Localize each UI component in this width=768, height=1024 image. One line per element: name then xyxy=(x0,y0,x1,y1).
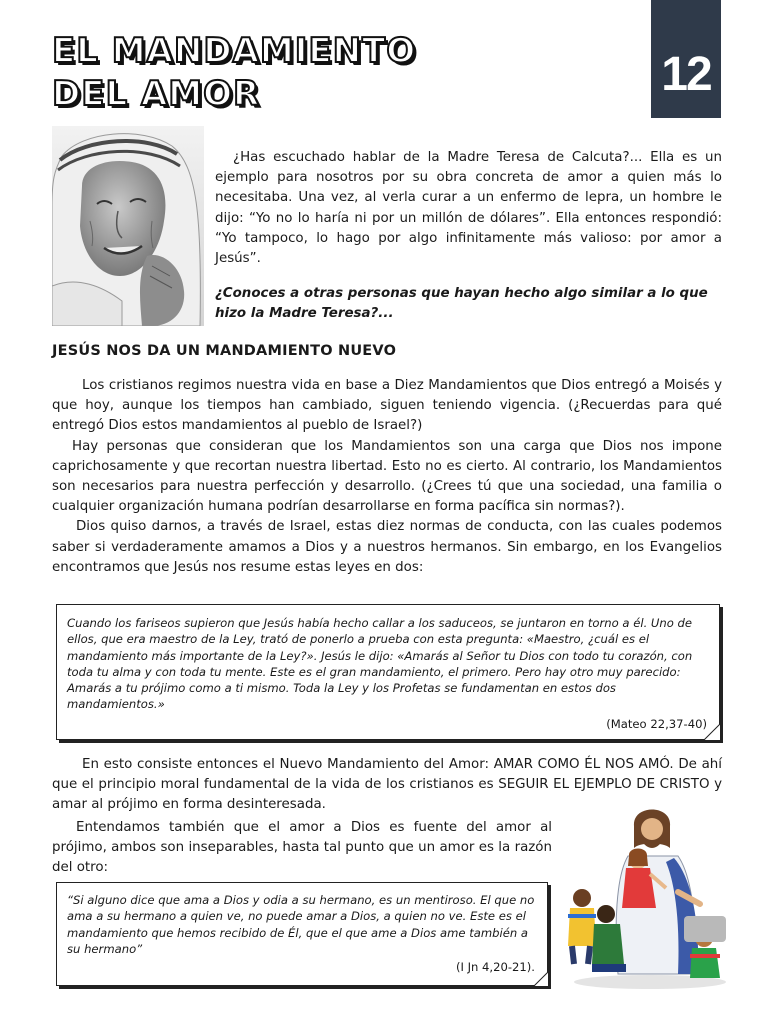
gospel-quote-text: Cuando los fariseos supieron que Jesús había hecho callar a los saduceos, se juntaron en torno a él. Uno de ellos, que era maestro de la Ley, trató de ponerlo a prueba con esta pregunta: «Maestro, ¿cuál es el mandamiento más importante de la Ley?». Jesús le dijo: «Amarás al Señor tu Dios con todo tu corazón, con toda tu alma y con toda tu mente. Este es el gran mandamiento, el primero. Pero hay otro muy parecido: Amarás a tu prójimo como a ti mismo. Toda la Ley y los Profetas se fundamentan en estos dos mandamientos.» xyxy=(67,616,693,712)
conclusion-paragraph-1: En esto consiste entonces el Nuevo Mandamiento del Amor: AMAR COMO ÉL NOS AMÓ. De ahí que el principio moral fundamental de la vida de los cristianos es SEGUIR EL EJEMPLO DE CRISTO y amar al prójimo en forma desinteresada. xyxy=(52,757,722,813)
page-fold-icon-2 xyxy=(534,972,548,986)
page-fold-icon xyxy=(704,724,720,740)
conclusion-block-2 xyxy=(52,818,552,879)
epistle-quote-reference: (I Jn 4,20-21). xyxy=(455,960,535,975)
gospel-quote-reference: (Mateo 22,37-40) xyxy=(606,716,707,731)
epistle-quote-text: “Si alguno dice que ama a Dios y odia a su hermano, es un mentiroso. El que no ama a su hermano a quien ve, no puede amar a Dios, a quien no ve. Este es el mandamiento que hemos recibido de Él, que el que ame a Dios ame también a su hermano” xyxy=(67,893,535,956)
gospel-quote-box xyxy=(56,604,720,740)
section-body xyxy=(52,376,722,578)
page-title xyxy=(52,30,416,116)
conclusion-paragraph-2: Entendamos también que el amor a Dios es fuente del amor al prójimo, ambos son inseparables, hasta tal punto que un amor es la razón del otro: xyxy=(52,820,552,876)
section-heading: JESÚS NOS DA UN MANDAMIENTO NUEVO xyxy=(52,343,397,359)
section-paragraph-3: Dios quiso darnos, a través de Israel, estas diez normas de conducta, con las cuales podemos saber si verdaderamente amamos a Dios y a nuestros hermanos. Sin embargo, en los Evangelios encontramos que Jesús nos resume estas leyes en dos: xyxy=(52,519,722,575)
page-title-line-1: EL MANDAMIENTO xyxy=(52,31,417,71)
section-paragraph-2: Hay personas que consideran que los Mandamientos son una carga que Dios nos impone caprichosamente y que recortan nuestra libertad. Esto no es cierto. Al contrario, los Mandamientos son necesarios para nuestra perfección y desarrollo. (¿Crees tú que una sociedad, una familia o cualquier organización humana podrían desarrollarse en forma pacífica sin normas?). xyxy=(52,438,722,515)
section-paragraph-1: Los cristianos regimos nuestra vida en base a Diez Mandamientos que Dios entregó a Moisés y que hoy, aunque los tiempos han cambiado, siguen teniendo vigencia. (¿Recuerdas para qué entregó Dios estos mandamientos al pueblo de Israel?) xyxy=(52,378,722,434)
epistle-quote-box xyxy=(56,882,548,986)
lesson-number-badge: 12 xyxy=(651,0,721,118)
intro-paragraph: ¿Has escuchado hablar de la Madre Teresa de Calcuta?... Ella es un ejemplo para nosotros por su obra concreta de amor a quien más lo necesitaba. Una vez, al verla curar a un enfermo de lepra, un hombre le dijo: “Yo no lo haría ni por un millón de dólares”. Ella entonces respondió: “Yo tampoco, lo hago por algo infinitamente más valioso: por amor a Jesús”. xyxy=(215,150,722,267)
intro-question: ¿Conoces a otras personas que hayan hecho algo similar a lo que hizo la Madre Teresa?... xyxy=(215,286,708,322)
jesus-with-children-illustration xyxy=(566,796,730,990)
page-title-line-2: DEL AMOR xyxy=(52,74,261,114)
mother-teresa-portrait xyxy=(52,126,204,326)
